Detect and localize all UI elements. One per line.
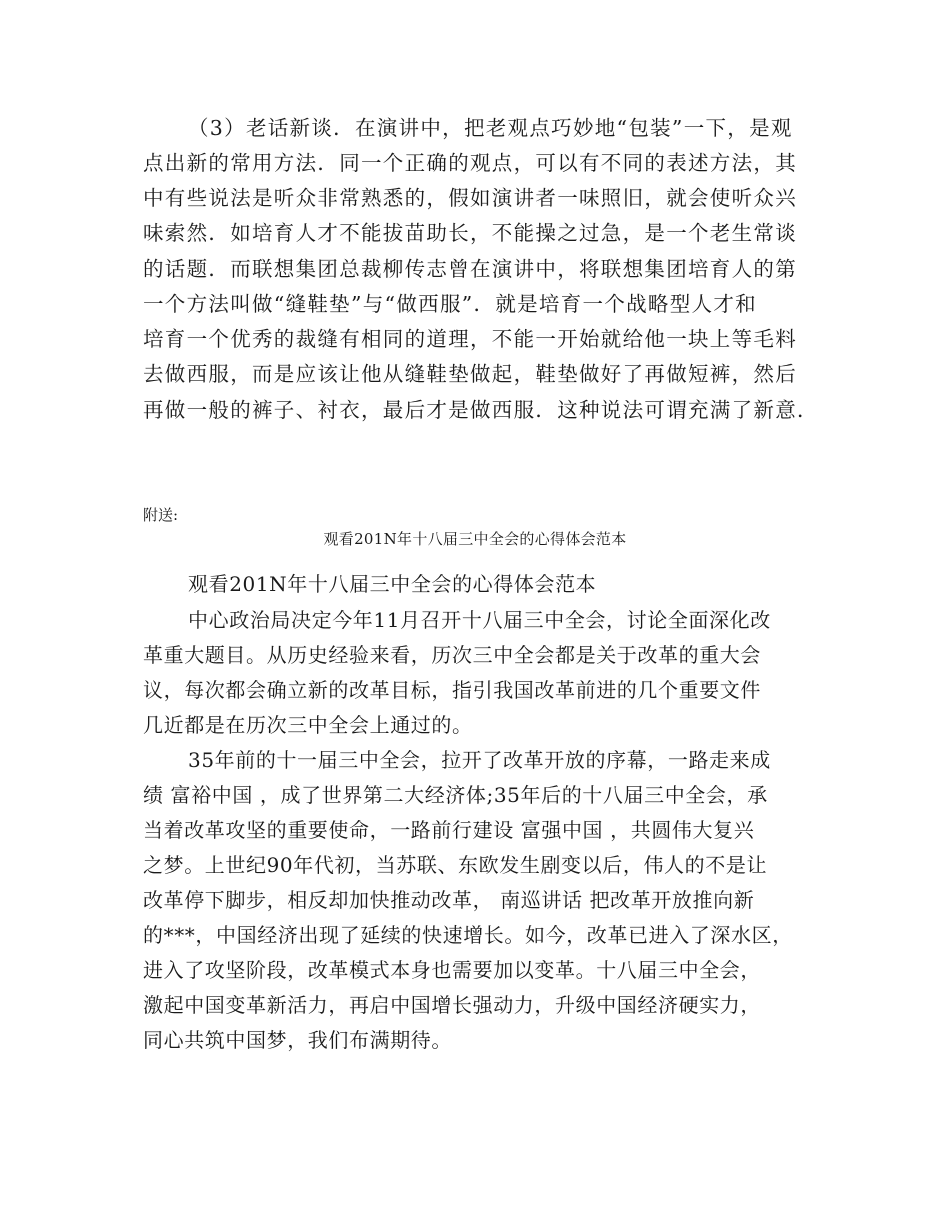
paragraph-line: 当着改革攻坚的重要使命，一路前行建设 富强中国 ，共圆伟大复兴 [143,818,755,842]
attachment-label: 附送: [143,506,179,524]
paragraph-line: 的话题．而联想集团总裁柳传志曾在演讲中，将联想集团培育人的第 [143,257,797,281]
paragraph-line: 几近都是在历次三中全会上通过的。 [143,713,473,737]
paragraph-line: 中有些说法是听众非常熟悉的，假如演讲者一味照旧，就会使听众兴 [143,186,797,210]
paragraph-line: 中心政治局决定今年11月召开十八届三中全会，讨论全面深化改 [188,608,771,632]
paragraph-line: 激起中国变革新活力，再启中国增长强动力，升级中国经济硬实力， [143,993,761,1017]
paragraph-line: 同心共筑中国梦，我们布满期待。 [143,1028,452,1052]
paragraph-line: 之梦。上世纪90年代初，当苏联、东欧发生剧变以后，伟人的不是让 [143,853,768,877]
paragraph-line: 去做西服，而是应该让他从缝鞋垫做起，鞋垫做好了再做短裤，然后 [143,362,797,386]
document-subtitle: 观看201N年十八届三中全会的心得体会范本 [323,530,627,548]
paragraph-line: 的***，中国经济出现了延续的快速增长。如今，改革已进入了深水区， [143,923,793,947]
paragraph-line: 味索然．如培育人才不能拔苗助长，不能操之过急，是一个老生常谈 [143,221,797,245]
paragraph-line: 一个方法叫做“缝鞋垫”与“做西服”．就是培育一个战略型人才和 [143,292,757,316]
paragraph-line: 培育一个优秀的裁缝有相同的道理，不能一开始就给他一块上等毛料 [143,327,797,351]
paragraph-line: 进入了攻坚阶段，改革模式本身也需要加以变革。十八届三中全会， [143,958,761,982]
paragraph-line: （3）老话新谈．在演讲中，把老观点巧妙地“包装”一下，是观 [188,116,793,140]
paragraph-line: 35年前的十一届三中全会，拉开了改革开放的序幕，一路走来成 [188,748,771,772]
paragraph-line: 改革停下脚步，相反却加快推动改革， 南巡讲话 把改革开放推向新 [143,888,755,912]
paragraph-line: 革重大题目。从历史经验来看，历次三中全会都是关于改革的重大会 [143,643,761,667]
section-heading: 观看201N年十八届三中全会的心得体会范本 [188,572,597,596]
paragraph-line: 议，每次都会确立新的改革目标，指引我国改革前进的几个重要文件 [143,678,761,702]
paragraph-line: 再做一般的裤子、衬衣，最后才是做西服．这种说法可谓充满了新意． [143,398,819,422]
paragraph-line: 点出新的常用方法．同一个正确的观点，可以有不同的表述方法，其 [143,151,797,175]
paragraph-line: 绩 富裕中国 ，成了世界第二大经济体;35年后的十八届三中全会，承 [143,783,768,807]
